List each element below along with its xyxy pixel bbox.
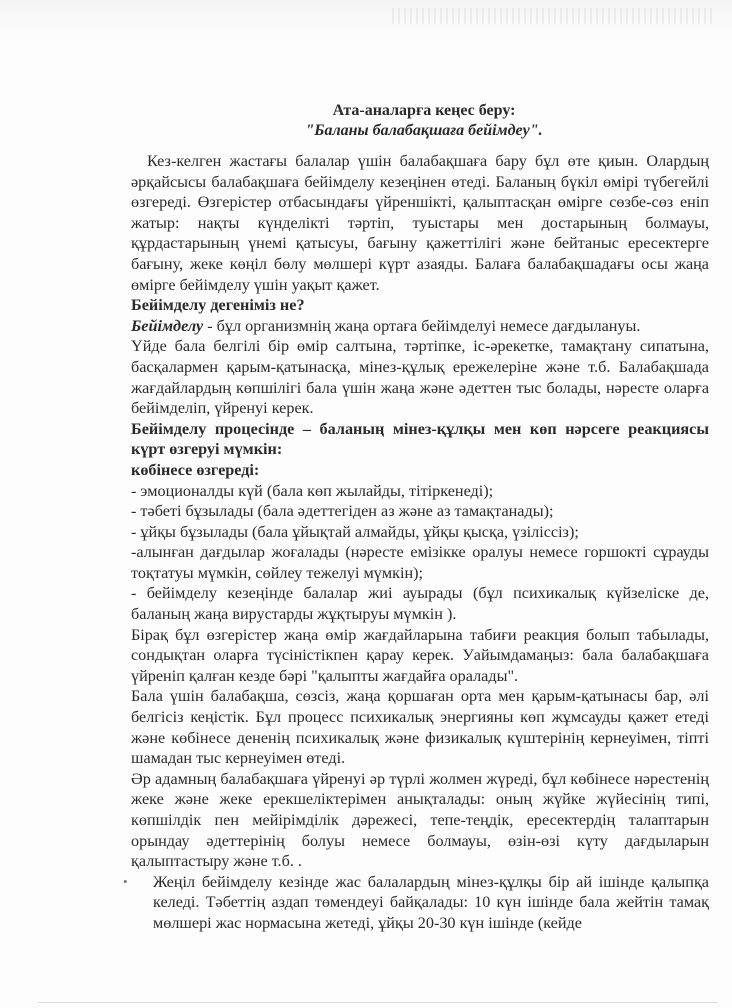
- document-page: [123, 101, 709, 934]
- change-item: - бейімделу кезеңінде балалар жиі ауырады (бұл психикалық күйзеліске де, баланың жаңа вирустарды жұқтыруы мүмкін ).: [131, 584, 709, 624]
- document-title: Ата-аналарға кеңес беру:: [332, 102, 516, 119]
- each-paragraph: Әр адамның балабақшаға үйренуі әр түрлі жолмен жүреді, бұл көбінесе нәрестенің жеке және жеке ерекшеліктерімен анықталады: оның жүйке жүйесінің типі, көпшілдік пен мейірімділік дәрежесі, тепе-теңдік, ересектердің талаптарын орындау әдеттерінің болуы немесе болмауы, өзін-өзі күту дағдыларын қалыптастыру және т.б. .: [131, 769, 709, 871]
- heading-process: Бейімделу процесінде – баланың мінез-құлқы мен көп нәрсеге реакциясы күрт өзгеруі мүмкін:: [131, 419, 709, 459]
- bullet-icon: •: [123, 873, 128, 889]
- heading-often-changes: көбінесе өзгереді:: [131, 460, 260, 479]
- change-item: - эмоционалды күй (бала көп жылайды, тітіркенеді);: [131, 481, 494, 500]
- scan-artifact: [392, 8, 712, 24]
- home-paragraph: Үйде бала белгілі бір өмір салтына, тәртіпке, іс-әрекетке, тамақтану сипатына, басқалармен қарым-қатынасқа, мінез-құлық ережелеріне және т.б. Балабақшада жағдайлардың көпшілігі бала үшін жаңа және әдеттен тыс болады, нәресте оларға бейімделіп, үйренуі керек.: [131, 337, 709, 418]
- document-subtitle: "Баланы балабақшаға бейімдеу".: [305, 122, 543, 139]
- bullet-text: Жеңіл бейімделу кезінде жас балалардың мінез-құлқы бір ай ішінде қалыпқа келеді. Тәбеттің аздап төмендеуі байқалады: 10 күн ішінде бала жейтін тамақ мөлшері жас нормасына жетеді, ұйқы 20-30 күн ішінде (кейде: [153, 872, 709, 932]
- but-paragraph: Бірақ бұл өзгерістер жаңа өмір жағдайларына табиғи реакция болып табылады, сондықтан оларға түсіністікпен қарау керек. Уайымдамаңыз: бала балабақшаға үйреніп қалған кезде бәрі "қалыпты жағдайға оралады".: [131, 625, 709, 685]
- change-item: - тәбеті бұзылады (бала әдеттегіден аз және аз тамақтанады);: [131, 502, 554, 521]
- definition-term: Бейімделу: [131, 316, 204, 335]
- definition-text: - бұл организмнің жаңа ортаға бейімделуі немесе дағдылануы.: [203, 316, 641, 335]
- change-item: - ұйқы бұзылады (бала ұйықтай алмайды, ұйқы қысқа, үзілісcіз);: [131, 522, 579, 541]
- list-item: [123, 872, 709, 934]
- bullet-list: [123, 872, 709, 934]
- change-item: -алынған дағдылар жоғалады (нәресте емізікке оралуы немесе горшокті сұрауды тоқтатуы мүмкін, сөйлеу тежелуі мүмкін);: [131, 543, 709, 582]
- heading-what-is-adaptation: Бейімделу дегеніміз не?: [131, 296, 305, 315]
- scan-shadow-top: [0, 0, 732, 45]
- intro-paragraph: Кез-келген жастағы балалар үшін балабақшаға бару бұл өте қиын. Олардың әрқайсысы балабақшаға бейімделу кезеңінен өтеді. Баланың бүкіл өмірі түбегейлі өзгереді. Өзгерістер отбасындағы үйреншікті, қалыптасқан өмірге сөзбе-сөз еніп жатыр: нақты күнделікті тәртіп, туыстары мен достарының болмауы, құрдастарының үнемі қатысуы, бағыну қажеттілігі және бейтаныс ересектерге бағыну, жеке көңіл бөлу мөлшері күрт азаяды. Балаға балабақшадағы осы жаңа өмірге бейімделу үшін уақыт қажет.: [131, 152, 709, 294]
- scan-edge-bottom: [38, 1002, 718, 1003]
- definition-paragraph: [131, 316, 709, 337]
- space-paragraph: Бала үшін балабақша, сөзсіз, жаңа қоршаған орта мен қарым-қатынасы бар, әлі белгісіз кеңістік. Бұл процесс психикалық энергияны көп жұмсауды қажет етеді және көбінесе дененің психикалық және физикалық күштерінің кернеуімен, тіпті шамадан тыс кернеуімен өтеді.: [131, 687, 709, 768]
